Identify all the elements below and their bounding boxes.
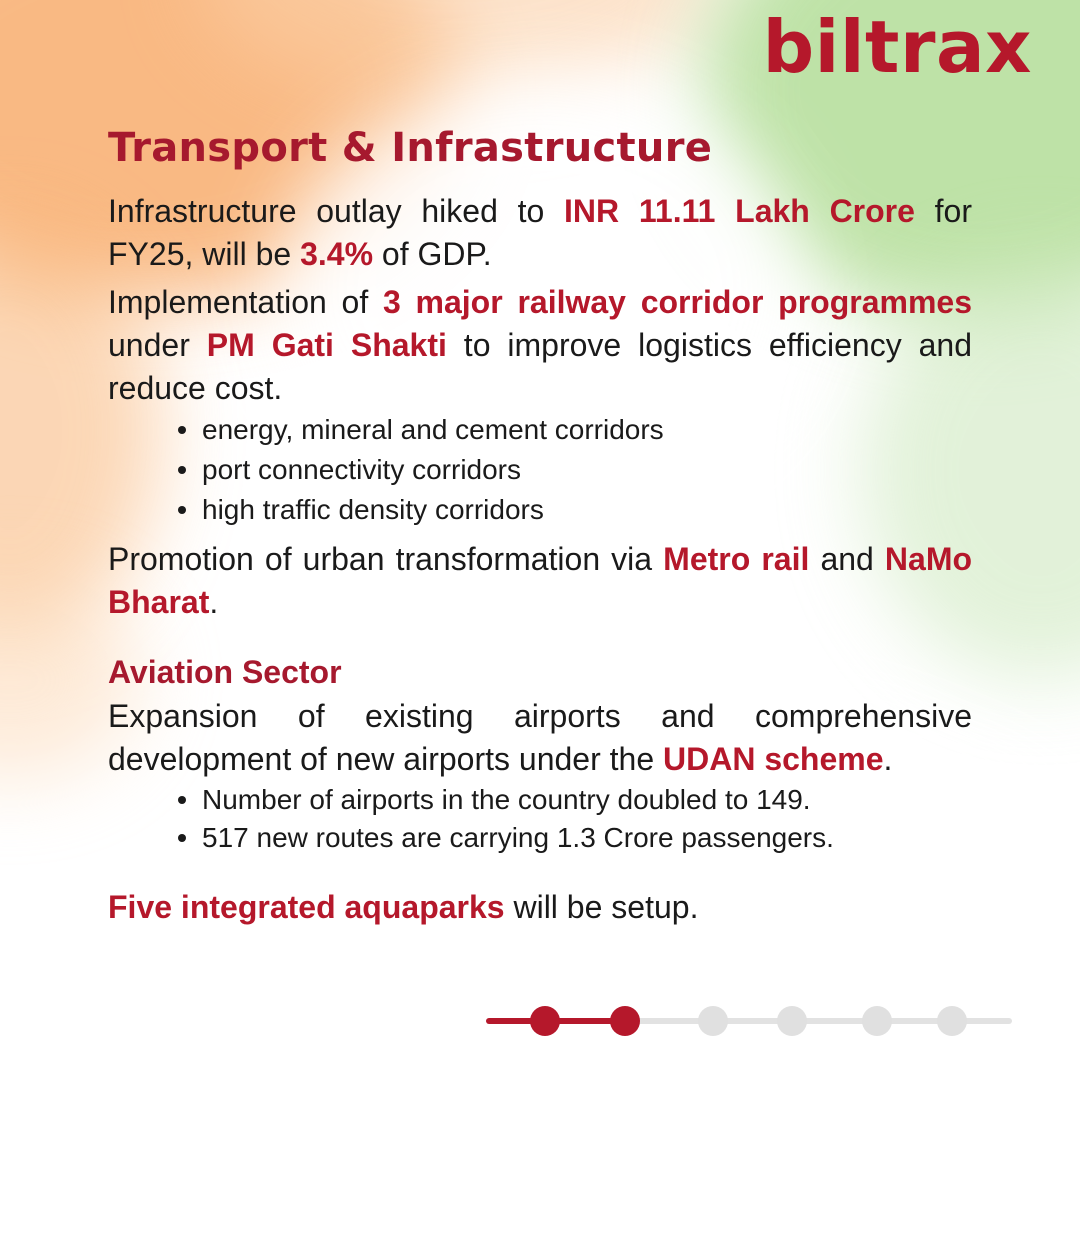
pagination-dot-4[interactable] (777, 1006, 807, 1036)
pagination-dot-5[interactable] (862, 1006, 892, 1036)
aquaparks-highlight: Five integrated aquaparks (108, 889, 505, 925)
list-item: energy, mineral and cement corridors (174, 410, 664, 450)
aviation-list (174, 781, 834, 857)
namo-bharat-highlight: NaMo Bharat (108, 541, 973, 620)
aviation-paragraph: Expansion of existing airports and comprehensive development of new airports under the UDAN scheme. (108, 698, 972, 777)
gdp-percent-highlight: 3.4% (300, 236, 374, 272)
pagination-dot-3[interactable] (698, 1006, 728, 1036)
railway-corridor-paragraph: Implementation of 3 major railway corridor programmes under PM Gati Shakti to improve logistics efficiency and reduce cost. (108, 284, 972, 406)
urban-transformation-paragraph: Promotion of urban transformation via Metro rail and NaMo Bharat. (108, 541, 973, 620)
gati-shakti-highlight: PM Gati Shakti (206, 327, 447, 363)
railway-programmes-highlight: 3 major railway corridor programmes (382, 284, 972, 320)
infrastructure-outlay-paragraph: Infrastructure outlay hiked to INR 11.11 Lakh Crore for FY25, will be 3.4% of GDP. (108, 193, 973, 272)
pagination-dot-1[interactable] (530, 1006, 560, 1036)
carousel-pagination (486, 1004, 1012, 1038)
corridor-list (174, 410, 664, 530)
list-item: Number of airports in the country doubled to 149. (174, 781, 834, 819)
aviation-section-heading: Aviation Sector (108, 654, 342, 690)
list-item: high traffic density corridors (174, 490, 664, 530)
outlay-amount-highlight: INR 11.11 Lakh Crore (564, 193, 915, 229)
pagination-dot-2[interactable] (610, 1006, 640, 1036)
udan-scheme-highlight: UDAN scheme (663, 741, 884, 777)
aquaparks-paragraph: Five integrated aquaparks will be setup. (108, 889, 699, 925)
metro-rail-highlight: Metro rail (663, 541, 810, 577)
brand-logo: biltrax (762, 5, 1032, 89)
pagination-dot-6[interactable] (937, 1006, 967, 1036)
list-item: 517 new routes are carrying 1.3 Crore passengers. (174, 819, 834, 857)
page-title: Transport & Infrastructure (108, 125, 713, 171)
list-item: port connectivity corridors (174, 450, 664, 490)
